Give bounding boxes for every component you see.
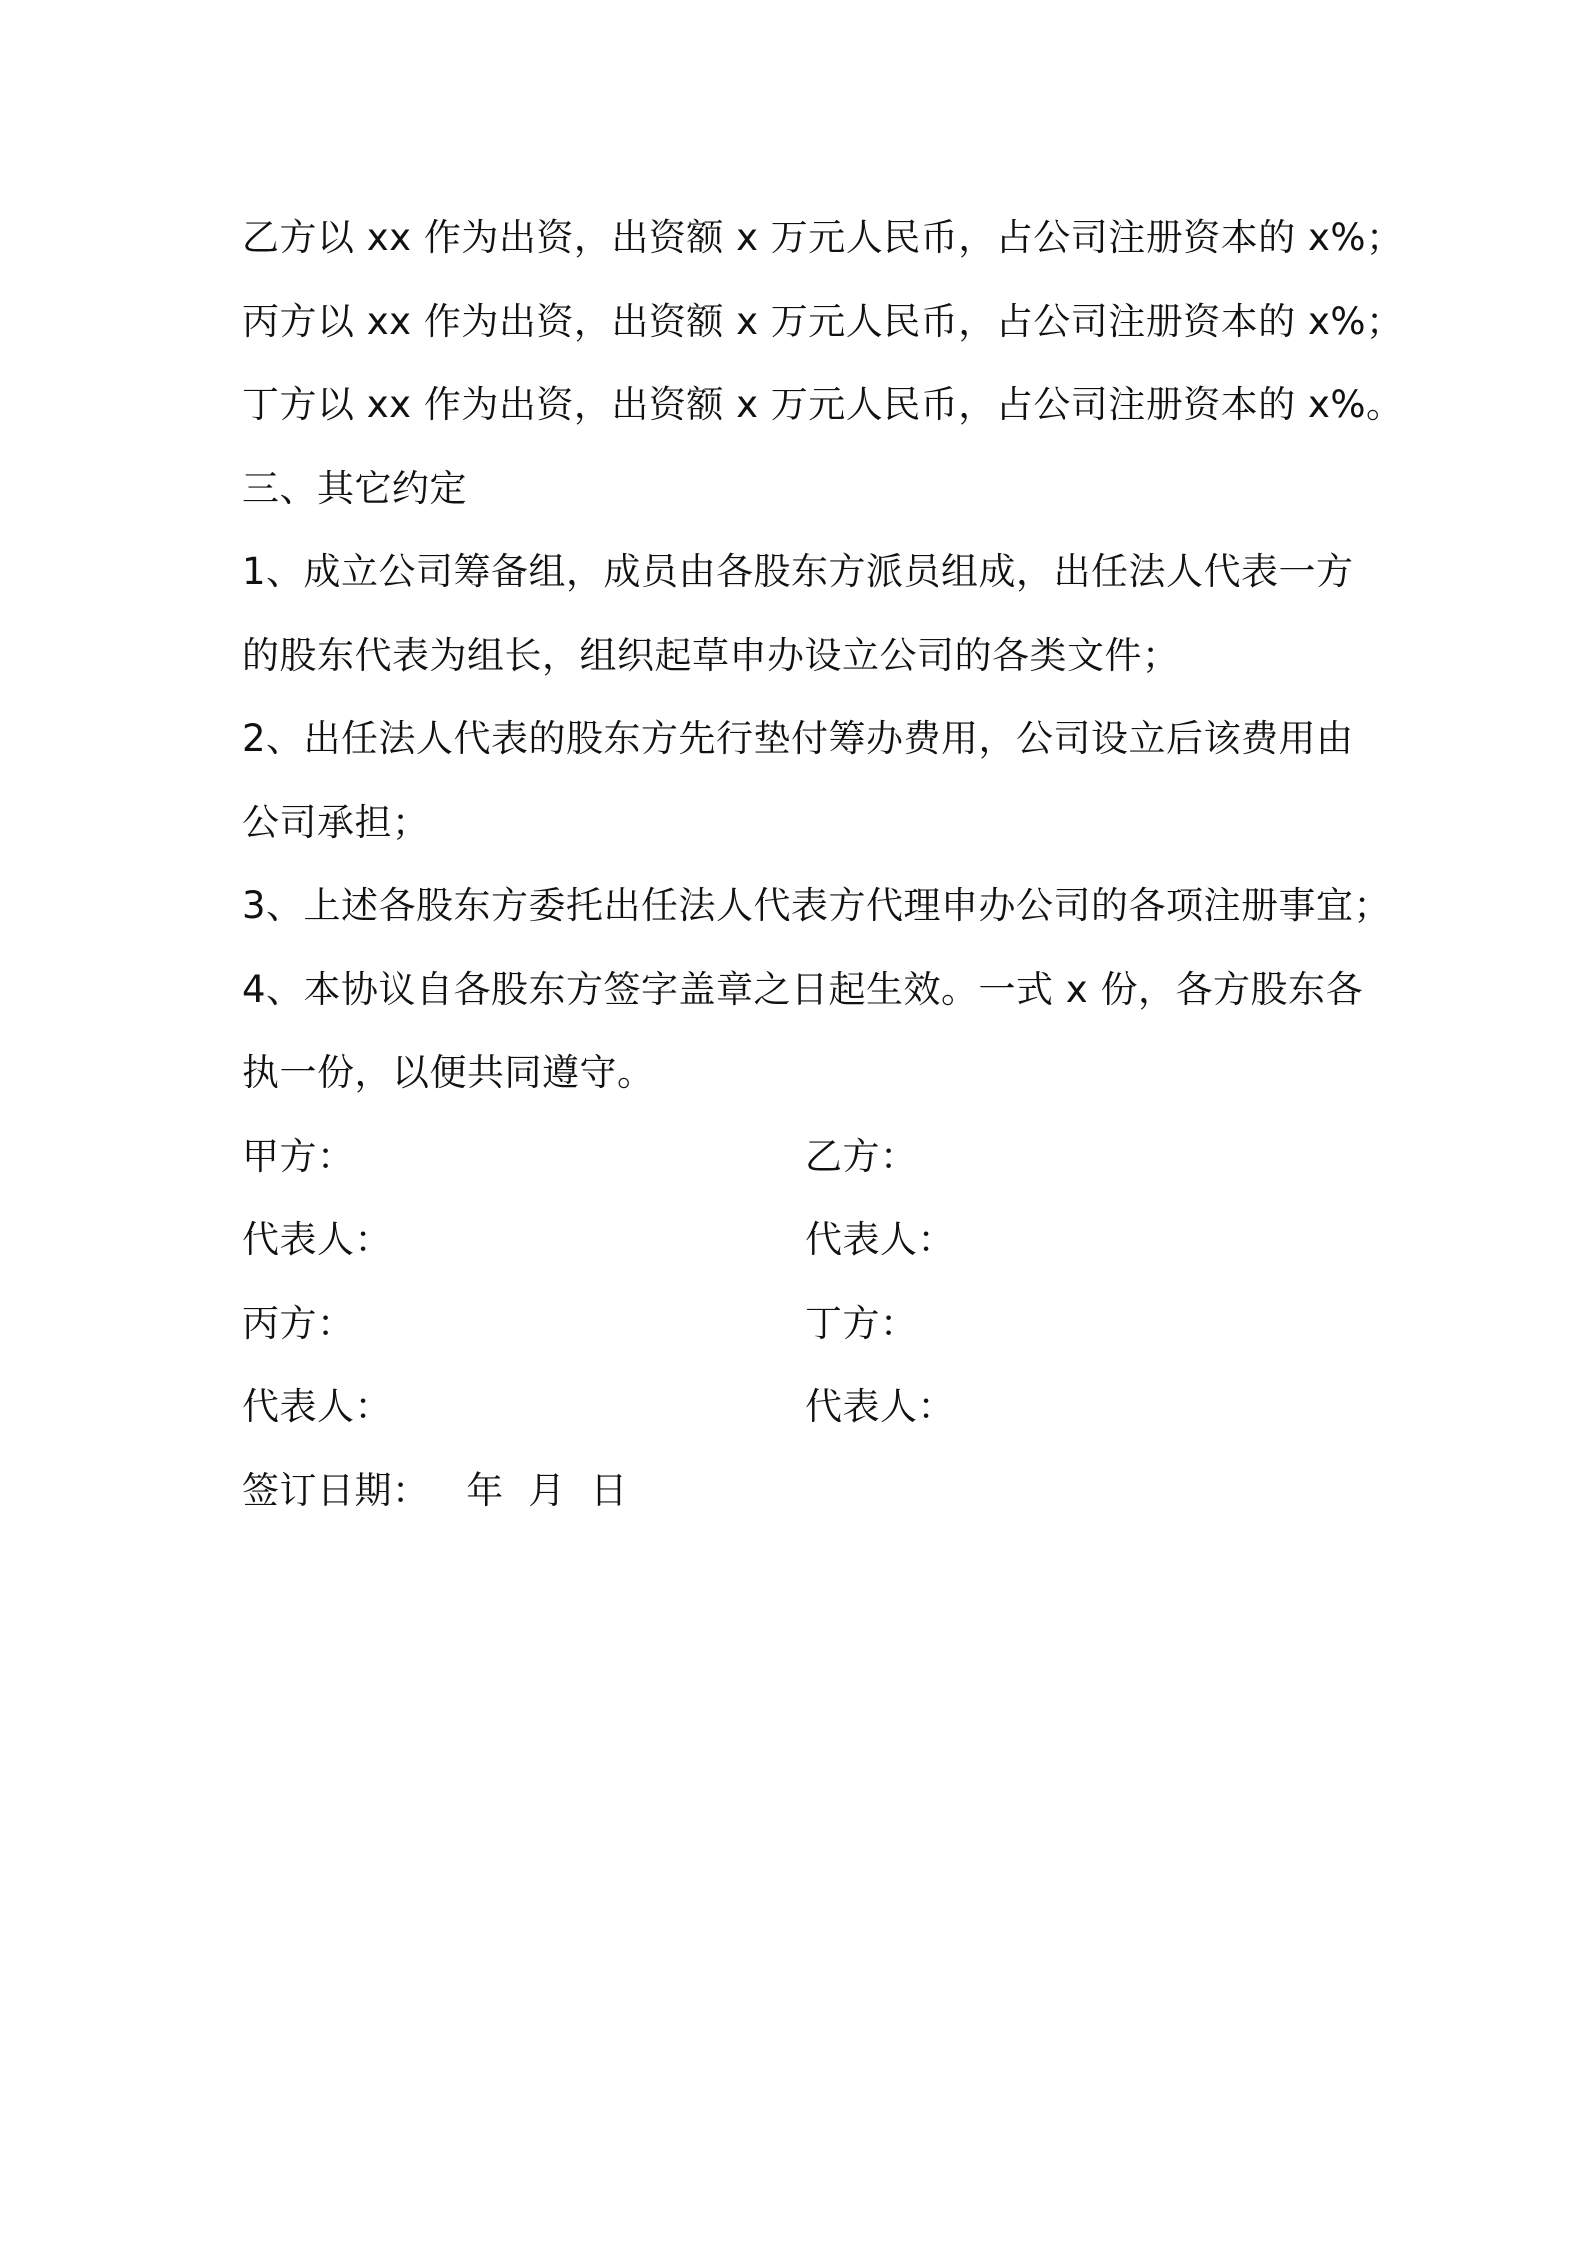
representative-d-label: 代表人： — [805, 1385, 955, 1428]
clause-line: 4、本协议自各股东方签字盖章之日起生效。一式 x 份，各方股东各 — [242, 967, 1363, 1011]
party-d-label: 丁方： — [805, 1301, 918, 1345]
clause-line: 的股东代表为组长，组织起草申办设立公司的各类文件； — [242, 633, 1180, 677]
contribution-line-bing: 丙方以 xx 作为出资，出资额 x 万元人民币，占公司注册资本的 x%； — [242, 299, 1404, 343]
representative-a-label: 代表人： — [242, 1218, 392, 1261]
section-heading: 三、其它约定 — [242, 466, 467, 510]
contribution-line-yi: 乙方以 xx 作为出资，出资额 x 万元人民币，占公司注册资本的 x%； — [242, 216, 1404, 259]
clause-line: 1、成立公司筹备组，成员由各股东方派员组成，出任法人代表一方 — [242, 550, 1354, 593]
signing-date: 签订日期： 年 月 日 — [242, 1468, 628, 1512]
clause-line: 公司承担； — [242, 800, 430, 844]
clause-line: 2、出任法人代表的股东方先行垫付筹办费用，公司设立后该费用由 — [242, 717, 1354, 760]
document-body — [242, 196, 1404, 1532]
party-b-label: 乙方： — [805, 1134, 918, 1178]
representative-c-label: 代表人： — [242, 1385, 392, 1428]
signature-row — [242, 1198, 1372, 1282]
party-a-label: 甲方： — [242, 1134, 355, 1178]
clause-line: 执一份，以便共同遵守。 — [242, 1051, 655, 1094]
signature-row — [242, 1282, 1372, 1366]
party-c-label: 丙方： — [242, 1301, 355, 1345]
clause-line: 3、上述各股东方委托出任法人代表方代理申办公司的各项注册事宜； — [242, 884, 1392, 927]
contribution-line-ding: 丁方以 xx 作为出资，出资额 x 万元人民币，占公司注册资本的 x%。 — [242, 383, 1404, 426]
signature-row — [242, 1365, 1372, 1449]
signature-row — [242, 1115, 1372, 1199]
representative-b-label: 代表人： — [805, 1218, 955, 1261]
